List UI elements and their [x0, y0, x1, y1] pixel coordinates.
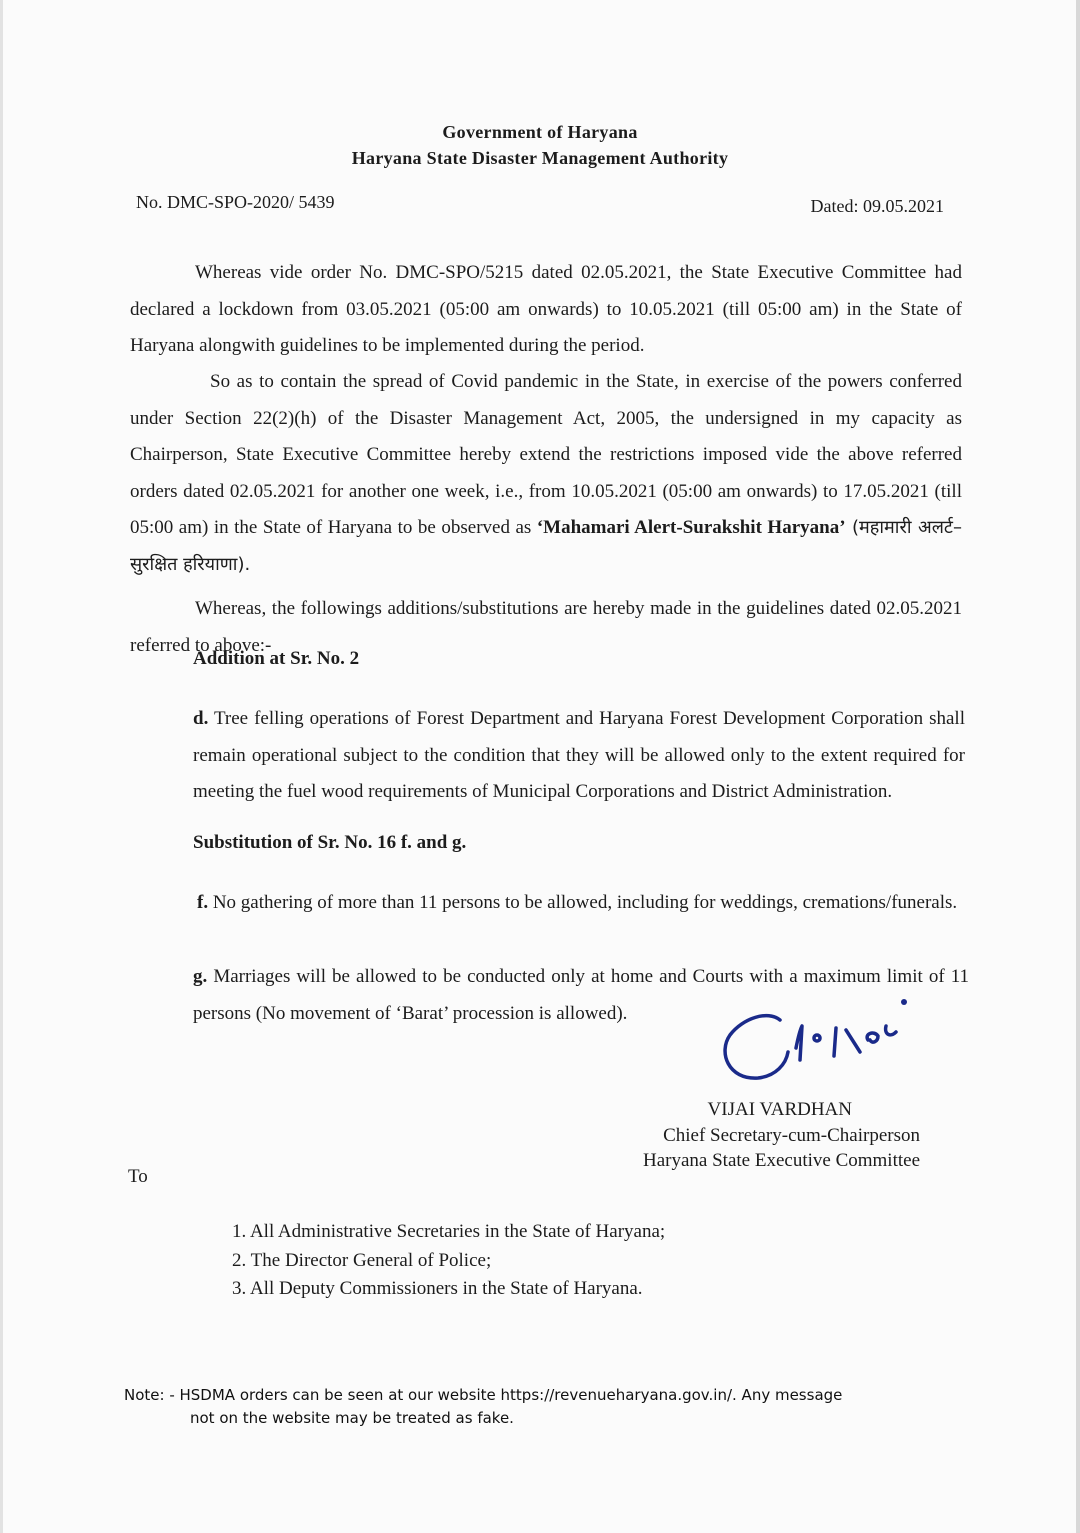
campaign-name-hindi: (महामारी अलर्ट–सुरक्षित हरियाणा). [130, 517, 962, 575]
to-label: To [128, 1166, 148, 1187]
note-line-2: not on the website may be treated as fake. [190, 1409, 514, 1427]
signature [718, 990, 918, 1090]
header-authority: Haryana State Disaster Management Authority [351, 148, 729, 168]
signature-stroke-6 [886, 1026, 896, 1035]
item-g-label: g. [193, 966, 208, 987]
paragraph-3: Whereas, the followings additions/substitutions are hereby made in the guidelines dated 02.05.2021 referred to above:- [130, 598, 962, 656]
item-d-label: d. [193, 708, 209, 729]
page-edge-left [0, 0, 3, 1533]
signature-stroke-1 [796, 1026, 802, 1060]
signature-stroke-c [725, 1016, 788, 1078]
item-g-text: Marriages will be allowed to be conducted only at home and Courts with a maximum limit of 11 persons (No movement of ‘Barat’ procession is allowed). [193, 966, 970, 1024]
signature-stroke-3 [834, 1028, 836, 1056]
addition-heading: Addition at Sr. No. 2 [193, 648, 360, 669]
signatory-body: Haryana State Executive Committee [643, 1150, 920, 1171]
item-d-text: Tree felling operations of Forest Department and Haryana Forest Development Corporation shall remain operational subject to the condition that they will be allowed only to the extent required for meeting the fuel wood requirements of Municipal Corporations and District Administration. [193, 708, 965, 802]
signature-dot [901, 999, 907, 1005]
item-f-label: f. [197, 892, 209, 913]
signature-stroke-4 [846, 1030, 860, 1052]
campaign-name: ‘Mahamari Alert-Surakshit Haryana’ [536, 517, 846, 538]
signature-stroke-5 [867, 1033, 878, 1042]
paragraph-1: Whereas vide order No. DMC-SPO/5215 dated 02.05.2021, the State Executive Committee had declared a lockdown from 03.05.2021 (05:00 am onwards) to 10.05.2021 (till 05:00 am) in the State of Haryana alongwith guidelines to be implemented during the period. [130, 262, 962, 356]
recipient-list [232, 1218, 665, 1304]
paragraph-2 [130, 364, 962, 583]
list-item: 1. All Administrative Secretaries in the State of Haryana; [232, 1221, 666, 1242]
list-item: 2. The Director General of Police; [232, 1249, 492, 1271]
list-item: 3. All Deputy Commissioners in the State of Haryana. [232, 1278, 643, 1299]
website-note [124, 1384, 842, 1430]
order-date: Dated: 09.05.2021 [810, 196, 944, 216]
signatory-name: VIJAI VARDHAN [707, 1099, 852, 1120]
paragraph-2-text: So as to contain the spread of Covid pandemic in the State, in exercise of the powers conferred under Section 22(2)(h) of the Disaster Management Act, 2005, the undersigned in my capacity as Chairperson, State Executive Committee hereby extend the restrictions imposed vide the above referred orders dated 02.05.2021 for another one week, i.e., from 10.05.2021 (05:00 am onwards) to 17.05.2021 (till 05:00 am) in the State of Haryana to be observed as [130, 371, 962, 538]
signatory-block [643, 1097, 920, 1174]
header-government: Government of Haryana [442, 122, 638, 142]
note-line-1: Note: - HSDMA orders can be seen at our website https://revenueharyana.gov.in/. Any message [124, 1386, 843, 1404]
substitution-heading: Substitution of Sr. No. 16 f. and g. [193, 832, 467, 853]
item-f-text: No gathering of more than 11 persons to be allowed, including for weddings, cremations/funerals. [212, 892, 958, 913]
addition-item-d [193, 701, 965, 811]
signature-stroke-2 [814, 1035, 820, 1041]
substitution-item-f [197, 885, 967, 922]
order-number: No. DMC-SPO-2020/ 5439 [136, 192, 335, 212]
signatory-designation: Chief Secretary-cum-Chairperson [663, 1124, 920, 1146]
page-edge-right [1076, 0, 1080, 1533]
